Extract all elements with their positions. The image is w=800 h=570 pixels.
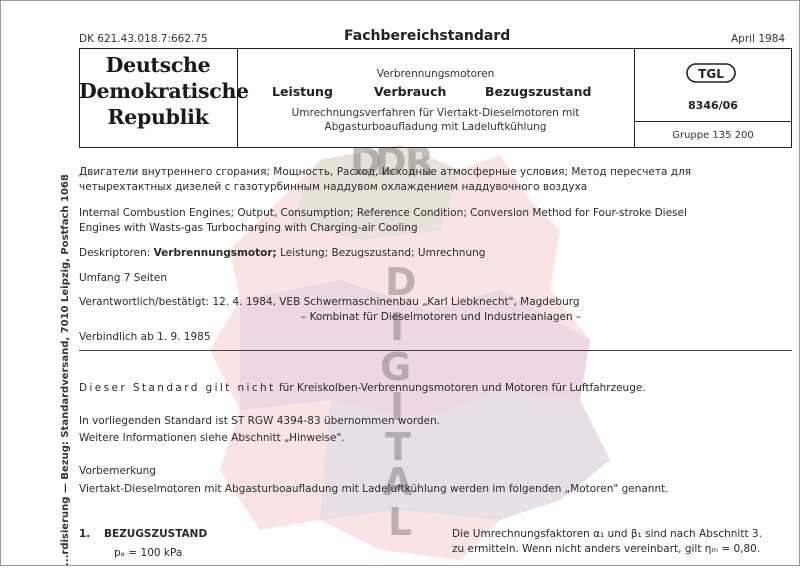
watermark-letter: R (405, 140, 435, 184)
deskriptoren-rest: Leistung; Bezugszustand; Umrechnung (280, 247, 486, 259)
scope-emphasis: Dieser Standard gilt nicht (79, 382, 276, 394)
watermark-letter: D (385, 260, 417, 304)
umfang: Umfang 7 Seiten (79, 272, 167, 284)
vorbemerkung-heading: Vorbemerkung (79, 465, 156, 477)
country-name-line: Republik (107, 105, 209, 129)
pe-value: pₑ = 100 kPa (114, 547, 183, 559)
russian-title-line1: Двигатели внутреннего сгорания; Мощность, Расход, Исходные атмосферные условия; Метод пересчета для (79, 166, 692, 178)
section-title: BEZUGSZUSTAND (104, 528, 208, 540)
keyword-bezugszustand: Bezugszustand (485, 84, 592, 99)
gruppe-number: Gruppe 135 200 (672, 130, 754, 141)
verantwortlich-label: Verantwortlich/bestätigt: (79, 296, 210, 308)
english-title-line1: Internal Combustion Engines; Output, Consumption; Reference Condition; Conversion Method for Four-stroke Diesel (79, 207, 687, 219)
method-title-line2: Abgasturboaufladung mit Ladeluftkühlung (324, 121, 547, 133)
watermark-letter: T (385, 425, 411, 469)
method-title-line1: Umrechnungsverfahren für Viertakt-Dieselmotoren mit (291, 107, 580, 119)
country-name (79, 52, 249, 130)
watermark-letter: D (375, 140, 407, 184)
conversion-note-line2: zu ermitteln. Wenn nicht anders vereinbart, gilt ηₘ = 0,80. (452, 543, 761, 555)
english-title-line2: Engines with Wasts-gas Turbocharging with Charging-air Cooling (79, 222, 418, 234)
kombinat: – Kombinat für Dieselmotoren und Industrieanlagen – (301, 311, 582, 323)
verantwortlich-org: VEB Schwermaschinenbau „Karl Liebknecht", Magdeburg (279, 296, 580, 308)
scope-rest: für Kreiskolben-Verbrennungsmotoren und Motoren für Luftfahrzeuge. (278, 382, 646, 394)
verantwortlich-date: 12. 4. 1984, (212, 296, 276, 308)
publication-date: April 1984 (731, 33, 786, 45)
section-number: 1. (79, 528, 91, 540)
verbindlich: Verbindlich ab 1. 9. 1985 (79, 331, 211, 343)
divider-rule (79, 350, 792, 351)
watermark-letter: I (390, 305, 405, 349)
tgl-number: 8346/06 (688, 99, 738, 112)
vorbemerkung-text: Viertakt-Dieselmotoren mit Abgasturboaufladung mit Ladeluftkühlung werden im folgenden „Motoren" genannt. (79, 483, 669, 495)
hinweise-note: Weitere Informationen siehe Abschnitt „Hinweise". (79, 432, 345, 444)
scope-statement (79, 382, 646, 394)
watermark-letter: G (380, 345, 412, 389)
verantwortlich-line (79, 296, 580, 308)
keyword-leistung: Leistung (272, 84, 333, 99)
rgw-note: In vorliegenden Standard ist ST RGW 4394-83 übernommen worden. (79, 415, 441, 427)
watermark-letter: D (350, 140, 382, 184)
subject-heading: Verbrennungsmotoren (376, 68, 495, 80)
sidebar-vertical-text: ...rdisierung — Bezug: Standardversand, 7010 Leipzig, Postfach 1068 (60, 174, 71, 566)
country-name-line: Deutsche (105, 53, 211, 77)
watermark-letter: I (390, 385, 405, 429)
watermark-letter: A (383, 460, 413, 504)
deskriptoren-line (79, 247, 485, 259)
watermark-letter: L (388, 500, 413, 544)
deskriptoren-label: Deskriptoren: (79, 247, 151, 259)
keyword-verbrauch: Verbrauch (374, 84, 447, 99)
conversion-note-line1: Die Umrechnungsfaktoren α₁ und β₁ sind nach Abschnitt 3. (452, 528, 762, 540)
tgl-logo-icon (686, 63, 736, 83)
tgl-logo-text: TGL (698, 67, 724, 81)
dk-classification: DK 621.43.018.7:662.75 (79, 33, 208, 45)
country-name-line: Demokratische (79, 79, 249, 103)
document-type-title: Fachbereichstandard (344, 28, 511, 44)
deskriptoren-main: Verbrennungsmotor; (153, 247, 277, 259)
header-box-divider (634, 121, 792, 122)
russian-title-line2: четырехтактных дизелей с газотурбинным наддувом охлаждением наддувочного воздуха (79, 181, 588, 193)
